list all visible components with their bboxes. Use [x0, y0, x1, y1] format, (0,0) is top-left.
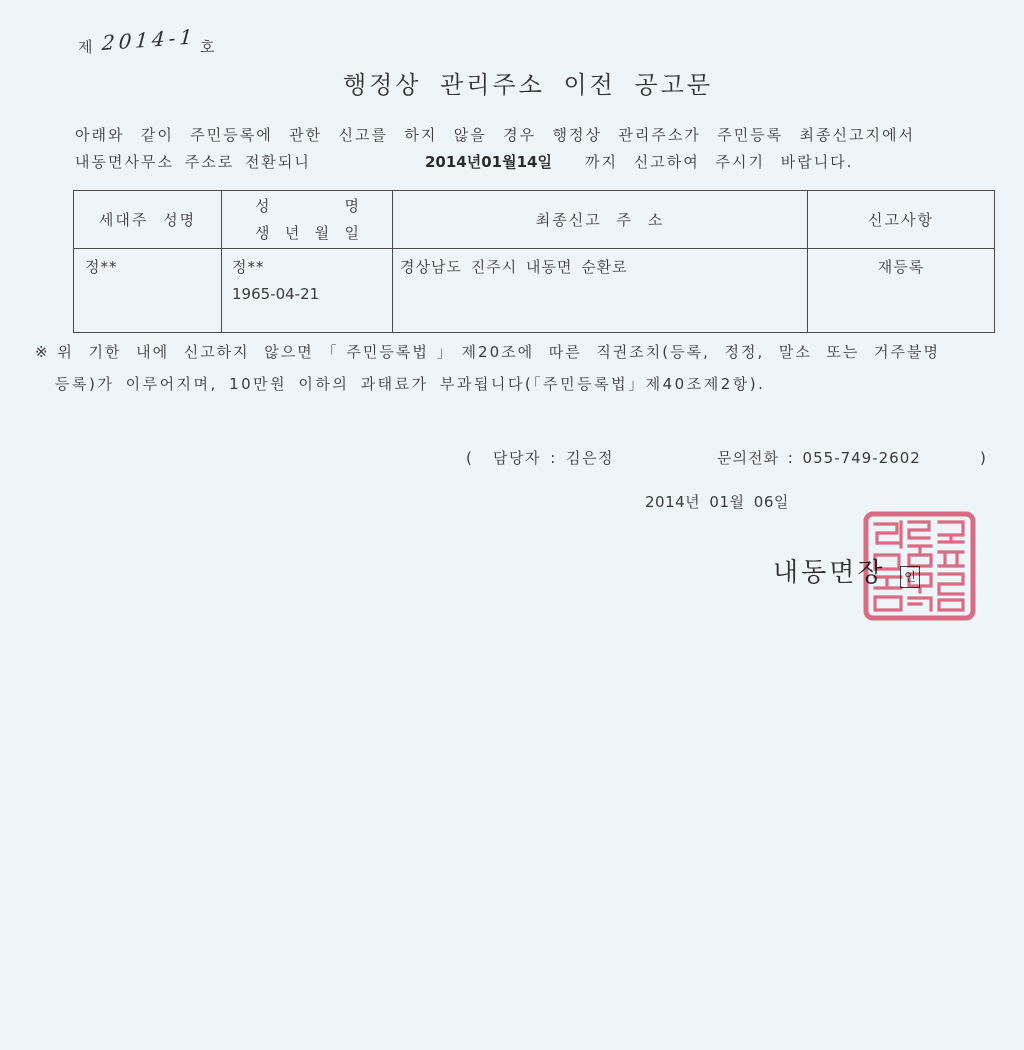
header-name-birth	[222, 191, 393, 249]
cell-householder: 정**	[74, 249, 222, 333]
cell-name: 정**	[232, 258, 265, 276]
document-number-suffix: 호	[200, 38, 215, 56]
contact-person: 담당자 : 김은정	[493, 449, 615, 467]
intro-line-1: 아래와 같이 주민등록에 관한 신고를 하지 않을 경우 행정상 관리주소가 주민등록 최종신고지에서	[75, 126, 915, 144]
intro-line-2-end: 까지 신고하여 주시기 바랍니다.	[585, 153, 854, 171]
notice-line-1: ※위 기한 내에 신고하지 않으면「주민등록법」제20조에 따른 직권조치(등록, 정정, 말소 또는 거주불명	[35, 343, 940, 361]
document-number-handwritten: 2014-1	[101, 24, 198, 56]
intro-line-2-start: 내동면사무소 주소로 전환되니	[75, 153, 311, 171]
header-householder: 세대주 성명	[74, 191, 222, 249]
issue-date: 2014년 01월 06일	[645, 493, 789, 511]
cell-report: 재등록	[808, 249, 995, 333]
intro-deadline-date: 2014년01월14일	[425, 153, 552, 171]
seal-mark-box: 인	[900, 566, 920, 588]
issuer-title: 내동면장	[773, 558, 886, 588]
notice-line-2: 등록)가 이루어지며, 10만원 이하의 과태료가 부과됩니다(「주민등록법」제40조제2항).	[55, 375, 766, 393]
official-seal-stamp	[863, 511, 976, 621]
cell-name-birth	[222, 249, 393, 333]
table-header-row	[74, 191, 995, 249]
header-birth: 생 년 월 일	[255, 223, 359, 242]
table-row	[74, 249, 995, 333]
contact-close-paren: )	[980, 449, 986, 467]
header-address: 최종신고 주 소	[393, 191, 808, 249]
notice-table	[73, 190, 995, 333]
contact-phone: 문의전화 : 055-749-2602	[717, 449, 921, 467]
document-number-prefix: 제	[78, 38, 93, 56]
document-title: 행정상 관리주소 이전 공고문	[342, 71, 714, 99]
contact-open-paren: (	[466, 449, 472, 467]
header-report: 신고사항	[808, 191, 995, 249]
cell-birth: 1965-04-21	[232, 285, 320, 303]
cell-address: 경상남도 진주시 내동면 순환로	[393, 249, 808, 333]
header-name: 성 명	[255, 196, 359, 215]
